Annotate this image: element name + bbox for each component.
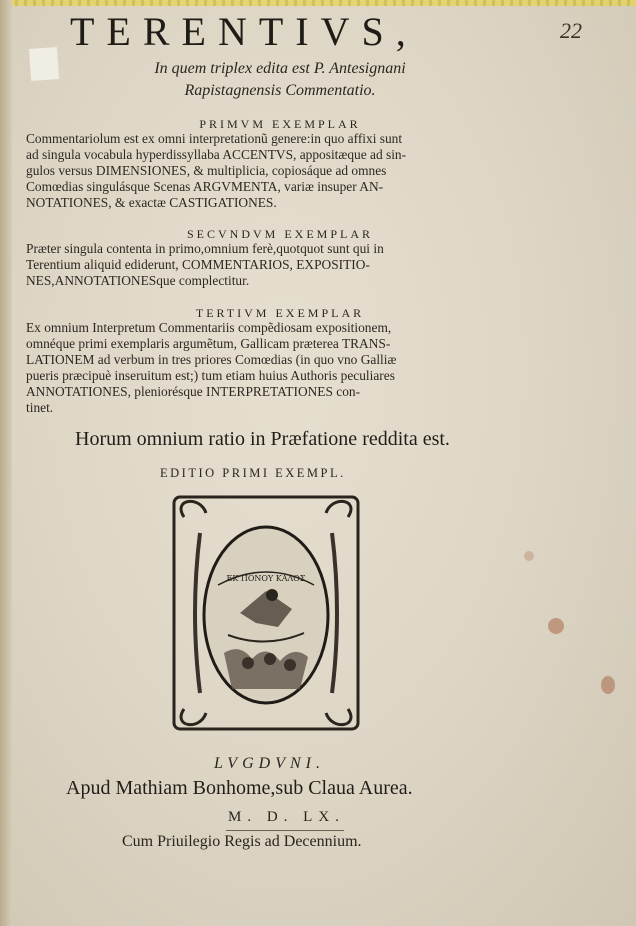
section2-line: NES,ANNOTATIONESque complectitur. [26, 273, 250, 288]
section3-line: ANNOTATIONES, pleniorésque INTERPRETATIONES con- [26, 384, 361, 399]
section1-line: Comœdias singulásque Scenas ARGVMENTA, variæ insuper AN- [26, 179, 384, 194]
head [284, 659, 296, 671]
stain-spot [524, 551, 534, 561]
divider-rule [226, 830, 344, 831]
section2-line: Præter singula contenta in primo,omnium ferè,quotquot sunt qui in [26, 241, 384, 256]
head [242, 657, 254, 669]
stain-spot [601, 676, 615, 694]
section3-line: LATIONEM ad verbum in tres priores Comœdias (in quo vno Galliæ [26, 352, 397, 367]
figure-head [266, 589, 278, 601]
head [264, 653, 276, 665]
section-heading-tertium: TERTIVM EXEMPLAR [195, 306, 365, 320]
royal-privilege: Cum Priuilegio Regis ad Decennium. [122, 833, 362, 850]
section3-line: tinet. [26, 400, 54, 415]
folio-number: 22 [560, 18, 582, 43]
imprint-printer: Apud Mathiam Bonhome,sub Claua Aurea. [66, 777, 413, 799]
section-heading-secundum: SECVNDVM EXEMPLAR [186, 227, 373, 241]
preface-note: Horum omnium ratio in Præfatione reddita est. [75, 428, 450, 450]
section3-line: Ex omnium Interpretum Commentariis compẽdiosam expositionem, [26, 320, 392, 335]
section1-line: NOTATIONES, & exactæ CASTIGATIONES. [26, 195, 277, 210]
section3-line: pueris præcipuè inseruitum est;) tum etiam huius Authoris peculiares [26, 368, 395, 383]
printers-mark [170, 493, 362, 733]
section1-line: gulos versus DIMENSIONES, & multiplicia, copiosáque ad omnes [26, 163, 387, 178]
section2-line: Terentium aliquid ediderunt, COMMENTARIOS, EXPOSITIO- [26, 257, 370, 272]
edition-line: EDITIO PRIMI EXEMPL. [160, 466, 346, 480]
page-title: TERENTIVS, [70, 9, 418, 54]
subtitle-line-1: In quem triplex edita est P. Antesignani [154, 60, 406, 77]
section3-line: omnéque primi exemplaris argumẽtum, Gallicam præterea TRANS- [26, 336, 391, 351]
imprint-city: LVGDVNI. [214, 755, 325, 772]
motto-text: EK ΠΟΝΟΥ ΚΑΛΟΣ [226, 574, 306, 583]
page-binding-edge [0, 0, 12, 926]
section1-line: Commentariolum est ex omni interpretationũ genere:in quo affixi sunt [26, 131, 403, 146]
subtitle-line-2: Rapistagnensis Commentatio. [184, 82, 376, 99]
top-edge-strip [0, 0, 636, 6]
imprint-date: M. D. LX. [228, 809, 345, 825]
stain-spot [548, 618, 564, 634]
section-heading-primum: PRIMVM EXEMPLAR [199, 117, 361, 131]
section1-line: ad singula vocabula hyperdissyllaba ACCENTVS, appositæque ad sin- [26, 147, 407, 162]
